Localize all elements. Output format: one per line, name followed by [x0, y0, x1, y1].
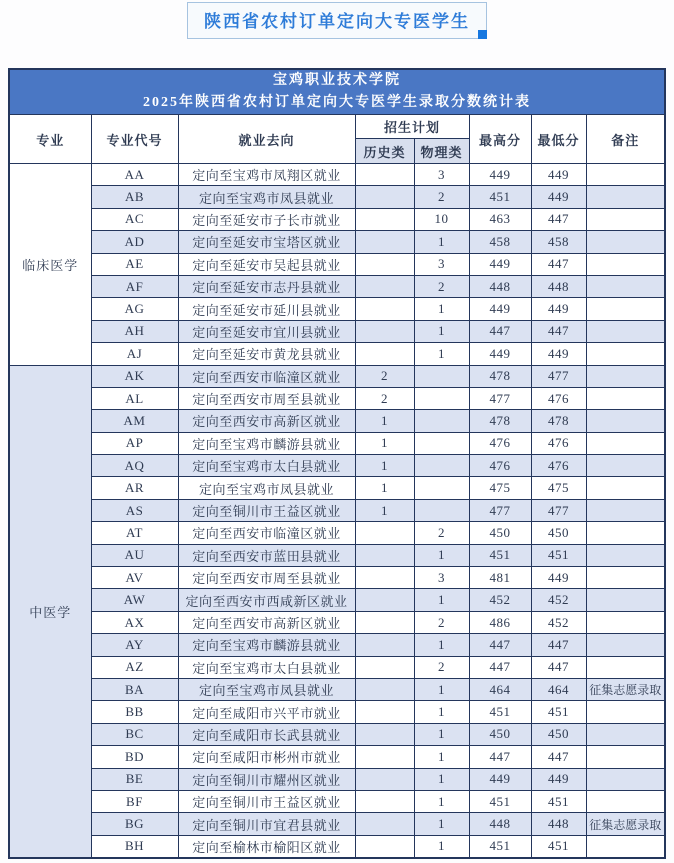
cell-dest: 定向至榆林市榆阳区就业 — [178, 835, 355, 858]
cell-min: 448 — [531, 275, 586, 297]
cell-max: 450 — [469, 723, 531, 745]
column-header-max: 最高分 — [469, 115, 531, 164]
cell-phys — [414, 387, 469, 409]
table-row — [9, 186, 665, 208]
cell-min: 477 — [531, 365, 586, 387]
cell-dest: 定向至宝鸡市麟游县就业 — [178, 634, 355, 656]
cell-max: 463 — [469, 208, 531, 230]
cell-min: 447 — [531, 320, 586, 342]
cell-note — [586, 365, 665, 387]
cell-note — [586, 343, 665, 365]
cell-min: 447 — [531, 746, 586, 768]
cell-note — [586, 768, 665, 790]
cell-code: AJ — [91, 343, 178, 365]
cell-dest: 定向至西安市周至县就业 — [178, 387, 355, 409]
table-row — [9, 275, 665, 297]
cell-note — [586, 611, 665, 633]
table-row — [9, 432, 665, 454]
cell-hist: 2 — [355, 387, 414, 409]
cell-hist — [355, 835, 414, 858]
cell-phys: 1 — [414, 835, 469, 858]
cell-dest: 定向至咸阳市彬州市就业 — [178, 746, 355, 768]
cell-note — [586, 567, 665, 589]
cell-max: 447 — [469, 320, 531, 342]
table-title-line1: 宝鸡职业技术学院 — [273, 73, 401, 89]
cell-hist — [355, 656, 414, 678]
cell-code: AT — [91, 522, 178, 544]
cell-note — [586, 320, 665, 342]
cell-hist — [355, 634, 414, 656]
column-header-major: 专业 — [9, 115, 91, 164]
table-title — [9, 69, 665, 115]
cell-code: AA — [91, 164, 178, 186]
cell-code: BG — [91, 813, 178, 835]
table-row — [9, 589, 665, 611]
cell-max: 449 — [469, 768, 531, 790]
table-row — [9, 499, 665, 521]
cell-phys: 1 — [414, 544, 469, 566]
cell-note — [586, 723, 665, 745]
cell-min: 449 — [531, 768, 586, 790]
cell-dest: 定向至宝鸡市太白县就业 — [178, 656, 355, 678]
cell-dest: 定向至延安市宝塔区就业 — [178, 231, 355, 253]
cell-note — [586, 410, 665, 432]
cell-phys: 2 — [414, 275, 469, 297]
cell-hist: 1 — [355, 477, 414, 499]
cell-dest: 定向至西安市蓝田县就业 — [178, 544, 355, 566]
cell-hist: 1 — [355, 455, 414, 477]
cell-max: 447 — [469, 634, 531, 656]
table-title-line2: 2025年陕西省农村订单定向大专医学生录取分数统计表 — [143, 95, 531, 110]
table-row — [9, 343, 665, 365]
cell-min: 476 — [531, 432, 586, 454]
cell-code: BA — [91, 678, 178, 700]
cell-max: 481 — [469, 567, 531, 589]
cell-code: BD — [91, 746, 178, 768]
cell-min: 449 — [531, 567, 586, 589]
cell-code: AX — [91, 611, 178, 633]
cell-code: AG — [91, 298, 178, 320]
cell-min: 451 — [531, 701, 586, 723]
cell-min: 449 — [531, 343, 586, 365]
cell-min: 452 — [531, 611, 586, 633]
cell-dest: 定向至西安市临潼区就业 — [178, 522, 355, 544]
table-row — [9, 477, 665, 499]
cell-phys: 1 — [414, 723, 469, 745]
cell-hist — [355, 701, 414, 723]
cell-dest: 定向至咸阳市长武县就业 — [178, 723, 355, 745]
cell-dest: 定向至延安市黄龙县就业 — [178, 343, 355, 365]
cell-hist — [355, 544, 414, 566]
cell-note — [586, 432, 665, 454]
cell-note — [586, 656, 665, 678]
cell-hist — [355, 208, 414, 230]
cell-hist — [355, 343, 414, 365]
cell-dest: 定向至延安市志丹县就业 — [178, 275, 355, 297]
cell-hist — [355, 790, 414, 812]
cell-min: 450 — [531, 522, 586, 544]
table-row — [9, 522, 665, 544]
cell-max: 448 — [469, 275, 531, 297]
table-row — [9, 611, 665, 633]
table-row — [9, 678, 665, 700]
cell-phys: 1 — [414, 634, 469, 656]
cell-phys: 2 — [414, 186, 469, 208]
cell-max: 475 — [469, 477, 531, 499]
cell-code: AZ — [91, 656, 178, 678]
table-row — [9, 567, 665, 589]
cell-phys: 2 — [414, 611, 469, 633]
cell-hist — [355, 186, 414, 208]
major-cell: 中医学 — [9, 365, 91, 858]
cell-dest: 定向至西安市西咸新区就业 — [178, 589, 355, 611]
cell-hist — [355, 275, 414, 297]
column-header-min: 最低分 — [531, 115, 586, 164]
table-row — [9, 387, 665, 409]
cell-note — [586, 522, 665, 544]
cell-phys: 1 — [414, 320, 469, 342]
table-row — [9, 634, 665, 656]
cell-code: AQ — [91, 455, 178, 477]
cell-phys: 1 — [414, 589, 469, 611]
cell-max: 450 — [469, 522, 531, 544]
cell-code: AW — [91, 589, 178, 611]
cell-code: AU — [91, 544, 178, 566]
cell-min: 449 — [531, 164, 586, 186]
cell-note — [586, 208, 665, 230]
cell-phys: 1 — [414, 746, 469, 768]
cell-min: 451 — [531, 835, 586, 858]
cell-code: AD — [91, 231, 178, 253]
cell-min: 447 — [531, 208, 586, 230]
cell-note — [586, 634, 665, 656]
cell-note — [586, 835, 665, 858]
cell-hist — [355, 589, 414, 611]
cell-max: 458 — [469, 231, 531, 253]
cell-code: BF — [91, 790, 178, 812]
table-body — [9, 164, 665, 859]
cell-min: 451 — [531, 790, 586, 812]
table-row — [9, 410, 665, 432]
table-row — [9, 365, 665, 387]
table-row — [9, 656, 665, 678]
cell-code: AY — [91, 634, 178, 656]
cell-note — [586, 298, 665, 320]
cell-code: AB — [91, 186, 178, 208]
table-row — [9, 723, 665, 745]
cell-max: 476 — [469, 455, 531, 477]
cell-code: BE — [91, 768, 178, 790]
cell-code: AH — [91, 320, 178, 342]
cell-hist — [355, 723, 414, 745]
cell-min: 447 — [531, 253, 586, 275]
cell-dest: 定向至西安市周至县就业 — [178, 567, 355, 589]
cell-min: 447 — [531, 656, 586, 678]
cell-code: BC — [91, 723, 178, 745]
cell-min: 477 — [531, 499, 586, 521]
cell-phys: 1 — [414, 701, 469, 723]
cell-dest: 定向至延安市吴起县就业 — [178, 253, 355, 275]
table-row — [9, 813, 665, 835]
cell-code: AM — [91, 410, 178, 432]
cell-phys: 10 — [414, 208, 469, 230]
column-header-destination: 就业去向 — [178, 115, 355, 164]
cell-hist: 1 — [355, 499, 414, 521]
cell-max: 451 — [469, 835, 531, 858]
cell-phys: 2 — [414, 522, 469, 544]
cell-hist — [355, 253, 414, 275]
cell-code: BH — [91, 835, 178, 858]
cell-phys — [414, 499, 469, 521]
cell-dest: 定向至宝鸡市太白县就业 — [178, 455, 355, 477]
cell-max: 451 — [469, 186, 531, 208]
column-header-history: 历史类 — [355, 139, 414, 164]
cell-note — [586, 701, 665, 723]
cell-hist — [355, 231, 414, 253]
cell-hist — [355, 164, 414, 186]
table-row — [9, 835, 665, 858]
cell-phys: 2 — [414, 656, 469, 678]
cell-code: AV — [91, 567, 178, 589]
cell-code: BB — [91, 701, 178, 723]
cell-phys: 1 — [414, 343, 469, 365]
cell-phys: 1 — [414, 298, 469, 320]
cell-phys — [414, 477, 469, 499]
cell-phys: 1 — [414, 790, 469, 812]
cell-max: 451 — [469, 544, 531, 566]
cell-hist: 1 — [355, 410, 414, 432]
cell-note — [586, 477, 665, 499]
cell-max: 447 — [469, 656, 531, 678]
cell-max: 449 — [469, 164, 531, 186]
cell-dest: 定向至宝鸡市凤县就业 — [178, 678, 355, 700]
cell-max: 447 — [469, 746, 531, 768]
cell-phys — [414, 455, 469, 477]
table-row — [9, 790, 665, 812]
table-row — [9, 253, 665, 275]
cell-max: 477 — [469, 499, 531, 521]
cell-note — [586, 186, 665, 208]
cell-code: AL — [91, 387, 178, 409]
cell-code: AP — [91, 432, 178, 454]
cell-dest: 定向至铜川市宜君县就业 — [178, 813, 355, 835]
cell-min: 475 — [531, 477, 586, 499]
table-row — [9, 164, 665, 186]
category-tag-label: 陕西省农村订单定向大专医学生 — [204, 12, 470, 31]
cell-dest: 定向至铜川市王益区就业 — [178, 499, 355, 521]
cell-min: 451 — [531, 544, 586, 566]
cell-hist: 1 — [355, 432, 414, 454]
cell-hist — [355, 320, 414, 342]
cell-dest: 定向至铜川市王益区就业 — [178, 790, 355, 812]
cell-phys: 1 — [414, 678, 469, 700]
cell-dest: 定向至延安市延川县就业 — [178, 298, 355, 320]
cell-note — [586, 544, 665, 566]
table-row — [9, 544, 665, 566]
cell-min: 464 — [531, 678, 586, 700]
cell-dest: 定向至咸阳市兴平市就业 — [178, 701, 355, 723]
column-header-code: 专业代号 — [91, 115, 178, 164]
cell-dest: 定向至西安市高新区就业 — [178, 410, 355, 432]
cell-note — [586, 253, 665, 275]
cell-dest: 定向至宝鸡市凤县就业 — [178, 186, 355, 208]
cell-note — [586, 589, 665, 611]
cell-code: AR — [91, 477, 178, 499]
cell-min: 450 — [531, 723, 586, 745]
cell-phys — [414, 410, 469, 432]
cell-min: 476 — [531, 455, 586, 477]
column-header-physics: 物理类 — [414, 139, 469, 164]
cell-hist — [355, 611, 414, 633]
cell-code: AF — [91, 275, 178, 297]
cell-note: 征集志愿录取 — [586, 813, 665, 835]
cell-dest: 定向至宝鸡市凤翔区就业 — [178, 164, 355, 186]
cell-note — [586, 455, 665, 477]
cell-hist — [355, 813, 414, 835]
cell-hist — [355, 678, 414, 700]
column-header-plan: 招生计划 — [355, 115, 469, 139]
cell-max: 464 — [469, 678, 531, 700]
cell-dest: 定向至西安市临潼区就业 — [178, 365, 355, 387]
category-tag[interactable] — [187, 2, 487, 39]
cell-dest: 定向至宝鸡市麟游县就业 — [178, 432, 355, 454]
cell-phys — [414, 432, 469, 454]
cell-phys: 1 — [414, 231, 469, 253]
cell-min: 448 — [531, 813, 586, 835]
cell-phys: 3 — [414, 164, 469, 186]
table-row — [9, 455, 665, 477]
score-table — [8, 68, 666, 859]
cell-phys: 1 — [414, 768, 469, 790]
cell-hist — [355, 567, 414, 589]
cell-max: 451 — [469, 790, 531, 812]
major-cell: 临床医学 — [9, 164, 91, 366]
cell-code: AK — [91, 365, 178, 387]
cell-dest: 定向至延安市宜川县就业 — [178, 320, 355, 342]
cell-max: 449 — [469, 343, 531, 365]
cell-note — [586, 499, 665, 521]
cell-min: 449 — [531, 186, 586, 208]
cell-hist — [355, 746, 414, 768]
cell-note — [586, 231, 665, 253]
tag-corner-square-icon — [478, 30, 487, 39]
cell-hist — [355, 522, 414, 544]
cell-dest: 定向至铜川市耀州区就业 — [178, 768, 355, 790]
cell-dest: 定向至宝鸡市凤县就业 — [178, 477, 355, 499]
cell-note — [586, 387, 665, 409]
cell-hist: 2 — [355, 365, 414, 387]
table-row — [9, 320, 665, 342]
cell-max: 476 — [469, 432, 531, 454]
cell-code: AC — [91, 208, 178, 230]
cell-code: AE — [91, 253, 178, 275]
cell-max: 451 — [469, 701, 531, 723]
table-row — [9, 768, 665, 790]
cell-note: 征集志愿录取 — [586, 678, 665, 700]
cell-max: 486 — [469, 611, 531, 633]
cell-min: 447 — [531, 634, 586, 656]
cell-note — [586, 164, 665, 186]
cell-max: 452 — [469, 589, 531, 611]
table-row — [9, 208, 665, 230]
cell-phys: 1 — [414, 813, 469, 835]
table-row — [9, 701, 665, 723]
cell-min: 449 — [531, 298, 586, 320]
cell-phys: 3 — [414, 253, 469, 275]
table-row — [9, 746, 665, 768]
cell-max: 448 — [469, 813, 531, 835]
table-row — [9, 298, 665, 320]
cell-note — [586, 746, 665, 768]
cell-dest: 定向至西安市高新区就业 — [178, 611, 355, 633]
cell-dest: 定向至延安市子长市就业 — [178, 208, 355, 230]
cell-note — [586, 275, 665, 297]
cell-phys: 3 — [414, 567, 469, 589]
column-header-note: 备注 — [586, 115, 665, 164]
cell-code: AS — [91, 499, 178, 521]
cell-min: 478 — [531, 410, 586, 432]
cell-hist — [355, 298, 414, 320]
cell-note — [586, 790, 665, 812]
cell-max: 478 — [469, 365, 531, 387]
cell-max: 477 — [469, 387, 531, 409]
cell-hist — [355, 768, 414, 790]
cell-max: 449 — [469, 253, 531, 275]
cell-max: 478 — [469, 410, 531, 432]
cell-min: 452 — [531, 589, 586, 611]
table-row — [9, 231, 665, 253]
cell-max: 449 — [469, 298, 531, 320]
cell-min: 458 — [531, 231, 586, 253]
cell-min: 476 — [531, 387, 586, 409]
cell-phys — [414, 365, 469, 387]
